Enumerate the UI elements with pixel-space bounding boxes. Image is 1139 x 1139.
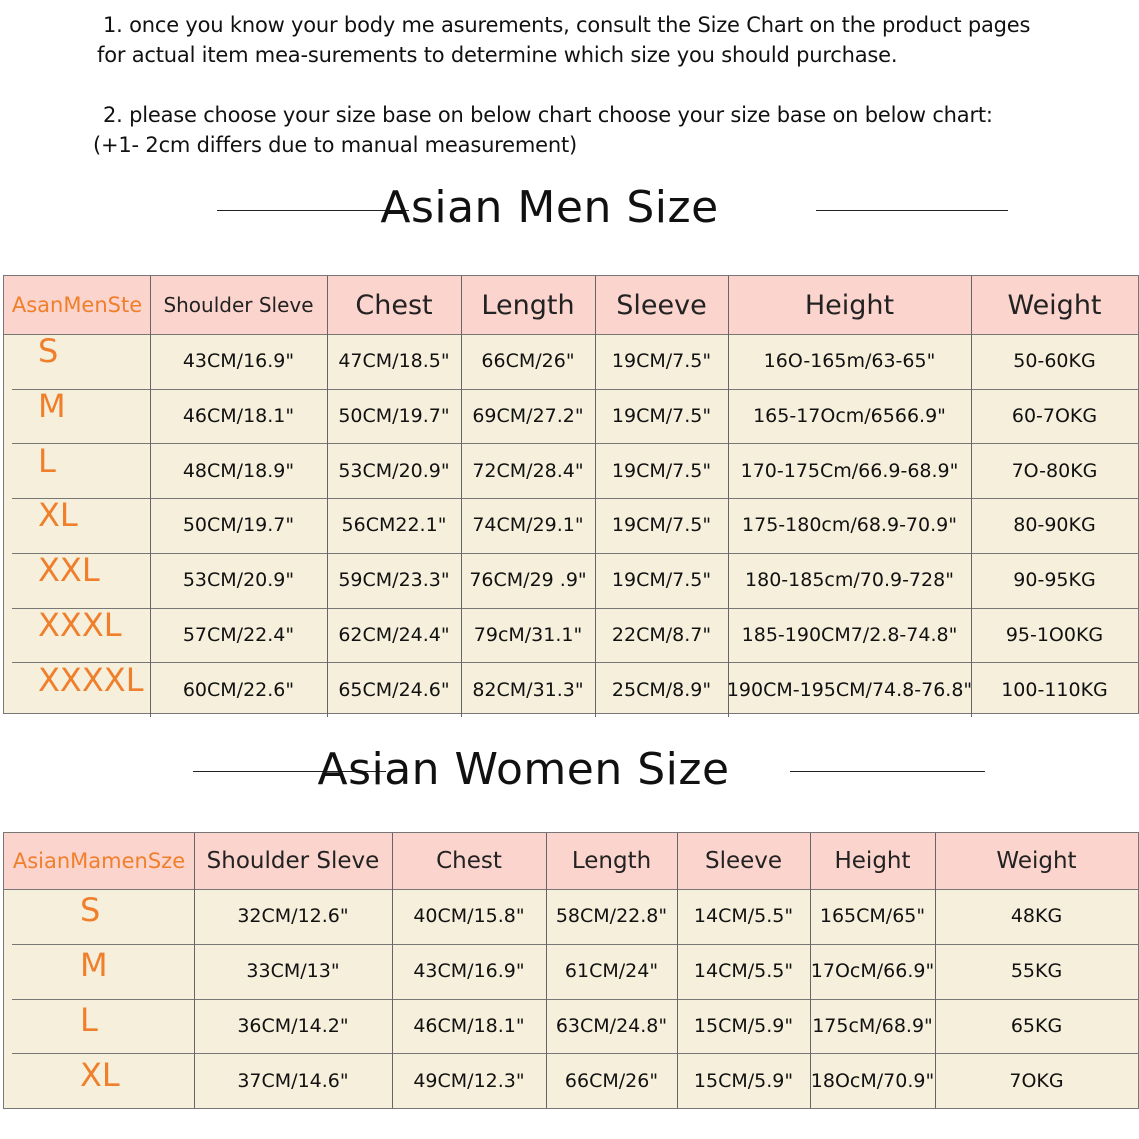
men-table-cell: 53CM/20.9" <box>182 569 295 592</box>
men-table-cell: 170-175Cm/66.9-68.9" <box>740 459 959 482</box>
women-header-chest: Chest <box>436 848 502 874</box>
women-header-weight: Weight <box>996 848 1077 874</box>
men-row-divider <box>12 608 1138 609</box>
men-table-cell: 53CM/20.9" <box>338 459 450 482</box>
women-size-label: XL <box>80 1055 120 1094</box>
men-table-cell: 19CM/7.5" <box>611 405 712 428</box>
women-column-divider <box>677 833 678 1108</box>
women-table-cell: 17OcM/66.9" <box>810 960 935 983</box>
men-row-divider <box>12 443 1138 444</box>
men-column-divider <box>327 276 328 717</box>
men-table-cell: 60CM/22.6" <box>182 678 295 701</box>
men-table-cell: 165-17Ocm/6566.9" <box>753 405 946 428</box>
men-table-cell: 19CM/7.5" <box>611 350 712 373</box>
women-table-cell: 14CM/5.5" <box>693 960 794 983</box>
men-table-cell: 25CM/8.9" <box>611 678 712 701</box>
women-header-length: Length <box>571 848 652 874</box>
men-table-cell: 19CM/7.5" <box>611 569 712 592</box>
men-header-chest: Chest <box>355 289 433 321</box>
women-table-cell: 48KG <box>1010 905 1063 928</box>
women-table-cell: 37CM/14.6" <box>237 1069 349 1092</box>
women-table-cell: 33CM/13" <box>246 960 340 983</box>
men-size-label: L <box>38 441 56 480</box>
men-header-height: Height <box>804 289 895 321</box>
men-table-cell: 59CM/23.3" <box>338 569 450 592</box>
women-table-cell: 66CM/26" <box>564 1069 659 1092</box>
note-line-2: for actual item mea-surements to determine which size you should purchase. <box>97 43 898 67</box>
men-size-label: S <box>38 332 59 371</box>
men-row-divider <box>12 662 1138 663</box>
women-header-sleeve: Sleeve <box>704 848 783 874</box>
women-table-cell: 175cM/68.9" <box>812 1014 933 1037</box>
women-table-cell: 49CM/12.3" <box>413 1069 525 1092</box>
men-header-weight: Weight <box>1007 289 1102 321</box>
men-column-divider <box>595 276 596 717</box>
men-table-cell: 16O-165m/63-65" <box>763 350 936 373</box>
men-table-cell: 72CM/28.4" <box>472 459 584 482</box>
men-table-cell: 82CM/31.3" <box>472 678 584 701</box>
women-table-cell: 43CM/16.9" <box>413 960 525 983</box>
men-table-cell: 90-95KG <box>1013 569 1096 592</box>
men-table-cell: 50CM/19.7" <box>182 514 295 537</box>
men-row-divider <box>12 498 1138 499</box>
women-table-cell: 61CM/24" <box>564 960 659 983</box>
women-column-divider <box>546 833 547 1108</box>
women-column-divider <box>810 833 811 1108</box>
note-line-1: 1. once you know your body me asurements, consult the Size Chart on the product pages <box>103 13 1031 37</box>
women-table-cell: 14CM/5.5" <box>693 905 794 928</box>
note-line-4: (+1- 2cm differs due to manual measurement) <box>93 133 577 157</box>
women-row-divider <box>12 944 1138 945</box>
women-section-title: Asian Women Size <box>317 744 730 795</box>
women-table-cell: 15CM/5.9" <box>693 1014 794 1037</box>
men-column-divider <box>971 276 972 717</box>
men-table-cell: 76CM/29 .9" <box>469 569 587 592</box>
women-size-table <box>3 832 1139 1109</box>
women-table-cell: 58CM/22.8" <box>555 905 668 928</box>
men-table-cell: 95-1O0KG <box>1005 623 1104 646</box>
women-table-cell: 36CM/14.2" <box>237 1014 349 1037</box>
women-table-cell: 40CM/15.8" <box>413 905 525 928</box>
men-column-divider <box>728 276 729 717</box>
men-table-cell: 62CM/24.4" <box>338 623 450 646</box>
men-section-title: Asian Men Size <box>380 182 719 233</box>
note-line-3: 2. please choose your size base on below chart choose your size base on below chart: <box>103 103 993 127</box>
women-corner-label: AsianMamenSze <box>12 849 186 873</box>
women-table-cell: 18OcM/70.9" <box>810 1069 935 1092</box>
men-table-cell: 56CM22.1" <box>341 514 447 537</box>
men-table-cell: 19CM/7.5" <box>611 459 712 482</box>
men-table-cell: 180-185cm/70.9-728" <box>745 569 954 592</box>
women-table-cell: 7OKG <box>1009 1069 1064 1092</box>
men-header-length: Length <box>481 289 575 321</box>
men-size-label: XL <box>38 496 78 535</box>
women-column-divider <box>935 833 936 1108</box>
men-table-cell: 80-90KG <box>1013 514 1096 537</box>
men-table-cell: 46CM/18.1" <box>182 405 295 428</box>
men-size-label: XXXXL <box>38 660 144 699</box>
men-row-divider <box>12 553 1138 554</box>
men-table-cell: 79cM/31.1" <box>473 623 583 646</box>
men-table-cell: 69CM/27.2" <box>472 405 584 428</box>
women-table-cell: 46CM/18.1" <box>413 1014 525 1037</box>
women-table-cell: 165CM/65" <box>819 905 926 928</box>
men-corner-label: AsanMenSte <box>11 293 143 317</box>
women-row-divider <box>12 999 1138 1000</box>
men-table-cell: 50-60KG <box>1013 350 1096 373</box>
men-table-cell: 47CM/18.5" <box>338 350 450 373</box>
women-size-label: S <box>80 891 101 930</box>
women-row-divider <box>12 1053 1138 1054</box>
men-row-divider <box>12 389 1138 390</box>
women-table-cell: 65KG <box>1010 1014 1063 1037</box>
men-table-cell: 185-190CM7/2.8-74.8" <box>741 623 958 646</box>
men-header-sleeve: Sleeve <box>616 289 707 321</box>
women-title-rule-right <box>790 771 985 772</box>
men-header-shoulder-sleve: Shoulder Sleve <box>163 293 314 317</box>
men-column-divider <box>461 276 462 717</box>
men-size-label: XXXL <box>38 605 122 644</box>
women-table-cell: 32CM/12.6" <box>237 905 349 928</box>
men-table-cell: 43CM/16.9" <box>182 350 295 373</box>
men-title-rule-right <box>816 210 1008 211</box>
women-table-cell: 63CM/24.8" <box>555 1014 668 1037</box>
women-size-label: M <box>80 946 108 985</box>
men-column-divider <box>150 276 151 717</box>
women-table-cell: 15CM/5.9" <box>693 1069 794 1092</box>
men-size-label: XXL <box>38 551 100 590</box>
women-column-divider <box>194 833 195 1108</box>
men-table-cell: 60-7OKG <box>1011 405 1098 428</box>
men-table-cell: 50CM/19.7" <box>338 405 450 428</box>
men-table-cell: 7O-80KG <box>1011 459 1098 482</box>
men-table-cell: 175-180cm/68.9-70.9" <box>742 514 957 537</box>
men-table-cell: 19CM/7.5" <box>611 514 712 537</box>
men-table-cell: 65CM/24.6" <box>338 678 450 701</box>
women-table-cell: 55KG <box>1010 960 1063 983</box>
men-table-cell: 57CM/22.4" <box>182 623 295 646</box>
men-table-cell: 66CM/26" <box>481 350 575 373</box>
men-table-cell: 22CM/8.7" <box>611 623 712 646</box>
women-header-shoulder-sleve: Shoulder Sleve <box>206 848 380 874</box>
men-table-cell: 190CM-195CM/74.8-76.8" <box>726 678 973 701</box>
men-size-label: M <box>38 387 66 426</box>
men-table-cell: 100-110KG <box>1001 678 1108 701</box>
men-table-cell: 48CM/18.9" <box>182 459 295 482</box>
men-table-cell: 74CM/29.1" <box>472 514 584 537</box>
women-header-height: Height <box>834 848 911 874</box>
women-column-divider <box>392 833 393 1108</box>
men-size-table <box>3 275 1139 714</box>
women-size-label: L <box>80 1000 98 1039</box>
